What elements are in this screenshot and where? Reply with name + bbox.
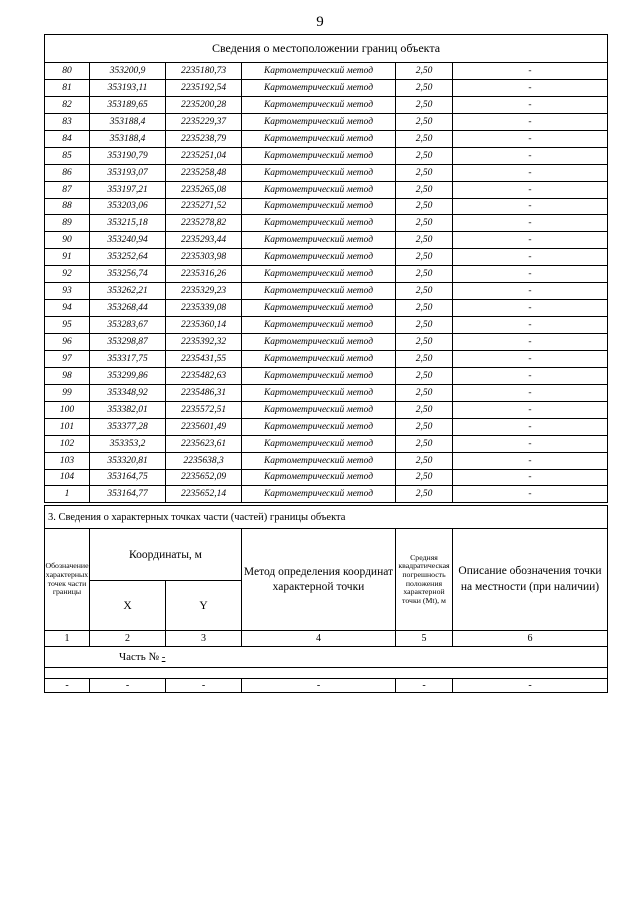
point-number-cell: 91 [45,249,90,266]
description-cell: - [453,198,608,215]
point-number-cell: 82 [45,96,90,113]
table-row [45,96,608,113]
y-coord-cell: 2235623,61 [166,435,242,452]
x-coord-cell: 353240,94 [90,232,166,249]
method-cell: Картометрический метод [242,79,396,96]
y-coord-cell: 2235293,44 [166,232,242,249]
y-coord-cell: 2235572,51 [166,401,242,418]
method-cell: Картометрический метод [242,486,396,503]
y-coord-cell: 2235229,37 [166,113,242,130]
y-coord-cell: 2235482,63 [166,367,242,384]
x-coord-cell: 353197,21 [90,181,166,198]
table-row [45,350,608,367]
table-row [45,164,608,181]
accuracy-cell: 2,50 [396,164,453,181]
accuracy-cell: 2,50 [396,418,453,435]
description-cell: - [453,63,608,80]
x-coord-cell: 353320,81 [90,452,166,469]
y-coord-cell: 2235278,82 [166,215,242,232]
method-cell: Картометрический метод [242,215,396,232]
x-coord-cell: 353283,67 [90,317,166,334]
col-number: 4 [242,631,396,647]
description-cell: - [453,334,608,351]
point-number-cell: 96 [45,334,90,351]
accuracy-cell: 2,50 [396,232,453,249]
part-points-table [44,505,608,693]
y-coord-cell: 2235431,55 [166,350,242,367]
x-coord-cell: 353262,21 [90,283,166,300]
method-cell: Картометрический метод [242,198,396,215]
col-number: 3 [166,631,242,647]
x-coord-cell: 353317,75 [90,350,166,367]
table-row [45,232,608,249]
col-coords-header: Координаты, м [90,529,242,581]
table-row [45,418,608,435]
accuracy-cell: 2,50 [396,452,453,469]
table-row [45,401,608,418]
point-number-cell: 84 [45,130,90,147]
col-designation-header: Обозначение характерных точек части границы [45,529,90,631]
table-row [45,469,608,486]
table-row [45,452,608,469]
table-row [45,198,608,215]
description-cell: - [453,317,608,334]
description-cell: - [453,469,608,486]
accuracy-cell: 2,50 [396,215,453,232]
description-cell: - [453,350,608,367]
description-cell: - [453,452,608,469]
accuracy-cell: 2,50 [396,486,453,503]
accuracy-cell: 2,50 [396,79,453,96]
y-coord-cell: 2235180,73 [166,63,242,80]
point-number-cell: 101 [45,418,90,435]
accuracy-cell: 2,50 [396,198,453,215]
point-number-cell: 100 [45,401,90,418]
method-cell: Картометрический метод [242,435,396,452]
point-number-cell: 88 [45,198,90,215]
empty-data-row [45,679,608,693]
table-row [45,113,608,130]
description-cell: - [453,401,608,418]
col-number: 2 [90,631,166,647]
table-row [45,486,608,503]
x-coord-cell: 353188,4 [90,113,166,130]
y-coord-cell: 2235258,48 [166,164,242,181]
point-number-cell: 99 [45,384,90,401]
method-cell: Картометрический метод [242,147,396,164]
accuracy-cell: 2,50 [396,469,453,486]
table-row [45,63,608,80]
col-number: 6 [453,631,608,647]
point-number-cell: 104 [45,469,90,486]
point-number-cell: 83 [45,113,90,130]
point-number-cell: 102 [45,435,90,452]
y-coord-cell: 2235238,79 [166,130,242,147]
col-description-header: Описание обозначения точки на местности (при наличии) [453,529,608,631]
point-number-cell: 97 [45,350,90,367]
accuracy-cell: 2,50 [396,113,453,130]
x-coord-cell: 353382,01 [90,401,166,418]
method-cell: Картометрический метод [242,317,396,334]
col-number: 1 [45,631,90,647]
table-row [45,334,608,351]
accuracy-cell: 2,50 [396,147,453,164]
method-cell: Картометрический метод [242,367,396,384]
accuracy-cell: 2,50 [396,300,453,317]
method-cell: Картометрический метод [242,113,396,130]
description-cell: - [453,130,608,147]
part-value: - [161,651,166,663]
point-number-cell: 86 [45,164,90,181]
method-cell: Картометрический метод [242,283,396,300]
y-coord-cell: 2235339,08 [166,300,242,317]
description-cell: - [453,113,608,130]
description-cell: - [453,384,608,401]
y-coord-cell: 2235303,98 [166,249,242,266]
method-cell: Картометрический метод [242,384,396,401]
y-coord-cell: 2235486,31 [166,384,242,401]
point-number-cell: 98 [45,367,90,384]
part-label: Часть № [119,651,159,663]
accuracy-cell: 2,50 [396,334,453,351]
description-cell: - [453,283,608,300]
accuracy-cell: 2,50 [396,181,453,198]
method-cell: Картометрический метод [242,130,396,147]
y-coord-cell: 2235360,14 [166,317,242,334]
x-coord-cell: 353256,74 [90,266,166,283]
section-header: Сведения о местоположении границ объекта [45,35,608,63]
y-coord-cell: 2235601,49 [166,418,242,435]
y-coord-cell: 2235652,14 [166,486,242,503]
description-cell: - [453,147,608,164]
table-row [45,130,608,147]
x-coord-cell: 353193,11 [90,79,166,96]
accuracy-cell: 2,50 [396,317,453,334]
y-coord-cell: 2235392,32 [166,334,242,351]
spacer-row [45,668,608,679]
y-coord-cell: 2235265,08 [166,181,242,198]
table-row [45,181,608,198]
y-coord-cell: 2235316,26 [166,266,242,283]
table-header-row [45,35,608,63]
y-coord-cell: 2235638,3 [166,452,242,469]
method-cell: Картометрический метод [242,418,396,435]
accuracy-cell: 2,50 [396,130,453,147]
method-cell: Картометрический метод [242,469,396,486]
x-coord-cell: 353203,06 [90,198,166,215]
accuracy-cell: 2,50 [396,401,453,418]
description-cell: - [453,367,608,384]
table-row [45,249,608,266]
table-row [45,79,608,96]
method-cell: Картометрический метод [242,249,396,266]
method-cell: Картометрический метод [242,164,396,181]
point-number-cell: 94 [45,300,90,317]
empty-cell: - [396,679,453,693]
x-coord-cell: 353299,86 [90,367,166,384]
x-coord-cell: 353188,4 [90,130,166,147]
method-cell: Картометрический метод [242,334,396,351]
method-cell: Картометрический метод [242,96,396,113]
table-row [45,435,608,452]
y-coord-cell: 2235192,54 [166,79,242,96]
point-number-cell: 90 [45,232,90,249]
point-number-cell: 87 [45,181,90,198]
accuracy-cell: 2,50 [396,283,453,300]
section3-title: 3. Сведения о характерных точках части (частей) границы объекта [45,506,608,529]
y-coord-cell: 2235271,52 [166,198,242,215]
y-coord-cell: 2235200,28 [166,96,242,113]
x-coord-cell: 353200,9 [90,63,166,80]
x-coord-cell: 353189,65 [90,96,166,113]
description-cell: - [453,232,608,249]
table-row [45,300,608,317]
x-coord-cell: 353377,28 [90,418,166,435]
x-coord-cell: 353193,07 [90,164,166,181]
method-cell: Картометрический метод [242,401,396,418]
empty-cell: - [90,679,166,693]
point-number-cell: 93 [45,283,90,300]
description-cell: - [453,435,608,452]
empty-cell: - [242,679,396,693]
empty-cell: - [166,679,242,693]
description-cell: - [453,79,608,96]
method-cell: Картометрический метод [242,300,396,317]
point-number-cell: 81 [45,79,90,96]
column-numbers-row [45,631,608,647]
point-number-cell: 80 [45,63,90,80]
method-cell: Картометрический метод [242,452,396,469]
description-cell: - [453,96,608,113]
x-coord-cell: 353353,2 [90,435,166,452]
description-cell: - [453,215,608,232]
method-cell: Картометрический метод [242,181,396,198]
table-row [45,384,608,401]
col-x-header: X [90,581,166,631]
table-row [45,367,608,384]
x-coord-cell: 353215,18 [90,215,166,232]
accuracy-cell: 2,50 [396,350,453,367]
table-row [45,147,608,164]
y-coord-cell: 2235329,23 [166,283,242,300]
col-method-header: Метод определения координат характерной точки [242,529,396,631]
x-coord-cell: 353268,44 [90,300,166,317]
boundary-points-table [44,34,608,503]
accuracy-cell: 2,50 [396,249,453,266]
col-y-header: Y [166,581,242,631]
page-number: 9 [316,14,324,30]
accuracy-cell: 2,50 [396,384,453,401]
accuracy-cell: 2,50 [396,63,453,80]
description-cell: - [453,181,608,198]
empty-cell: - [453,679,608,693]
description-cell: - [453,249,608,266]
accuracy-cell: 2,50 [396,435,453,452]
part-number-row [45,647,608,668]
x-coord-cell: 353348,92 [90,384,166,401]
description-cell: - [453,300,608,317]
x-coord-cell: 353190,79 [90,147,166,164]
point-number-cell: 85 [45,147,90,164]
table-row [45,266,608,283]
accuracy-cell: 2,50 [396,96,453,113]
point-number-cell: 89 [45,215,90,232]
method-cell: Картометрический метод [242,266,396,283]
empty-cell: - [45,679,90,693]
description-cell: - [453,486,608,503]
point-number-cell: 1 [45,486,90,503]
y-coord-cell: 2235652,09 [166,469,242,486]
x-coord-cell: 353252,64 [90,249,166,266]
table-row [45,317,608,334]
point-number-cell: 92 [45,266,90,283]
accuracy-cell: 2,50 [396,367,453,384]
col-accuracy-header: Средняя квадратическая погрешность положения характерной точки (Mt), м [396,529,453,631]
col-number: 5 [396,631,453,647]
y-coord-cell: 2235251,04 [166,147,242,164]
table-row [45,283,608,300]
point-number-cell: 103 [45,452,90,469]
method-cell: Картометрический метод [242,63,396,80]
method-cell: Картометрический метод [242,232,396,249]
description-cell: - [453,164,608,181]
table-row [45,215,608,232]
x-coord-cell: 353298,87 [90,334,166,351]
description-cell: - [453,418,608,435]
accuracy-cell: 2,50 [396,266,453,283]
method-cell: Картометрический метод [242,350,396,367]
x-coord-cell: 353164,75 [90,469,166,486]
x-coord-cell: 353164,77 [90,486,166,503]
point-number-cell: 95 [45,317,90,334]
description-cell: - [453,266,608,283]
